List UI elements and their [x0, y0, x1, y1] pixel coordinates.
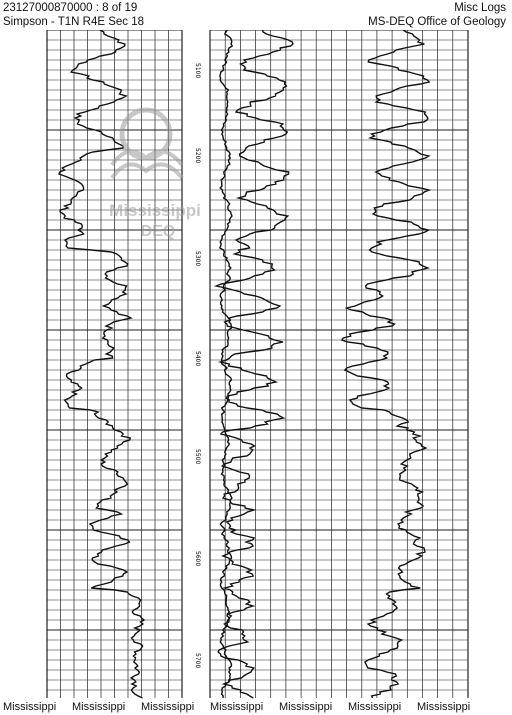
depth-label: 5300	[194, 251, 201, 267]
depth-label: 5500	[194, 449, 201, 465]
depth-label: 5700	[194, 653, 201, 669]
footer-label: Mississippi	[3, 701, 57, 713]
footer-label: Mississippi	[279, 701, 333, 713]
file-id: 23127000870000 : 8 of 19	[3, 2, 138, 14]
well-log-image	[0, 30, 512, 700]
log-type: Misc Logs	[454, 2, 506, 14]
watermark-line1: Mississippi	[109, 201, 201, 220]
watermark-line2: DEQ	[140, 223, 176, 240]
footer-label: Mississippi	[141, 701, 195, 713]
right-track-grid	[210, 30, 468, 698]
footer-label: Mississippi	[72, 701, 126, 713]
depth-label: 5400	[194, 351, 201, 367]
footer-label: Mississippi	[417, 701, 471, 713]
wave-icon	[112, 151, 182, 165]
depth-label: 5200	[194, 148, 201, 164]
footer-watermark-strip	[0, 700, 512, 715]
depth-label: 5100	[194, 63, 201, 79]
footer-label: Mississippi	[210, 701, 264, 713]
depth-label: 5600	[194, 551, 201, 567]
footer-label: Mississippi	[348, 701, 402, 713]
left-track-grid	[47, 30, 182, 698]
wave-icon	[112, 164, 182, 178]
agency-name: MS-DEQ Office of Geology	[368, 16, 506, 28]
well-location: Simpson - T1N R4E Sec 18	[3, 16, 145, 28]
depth-column	[194, 63, 201, 668]
